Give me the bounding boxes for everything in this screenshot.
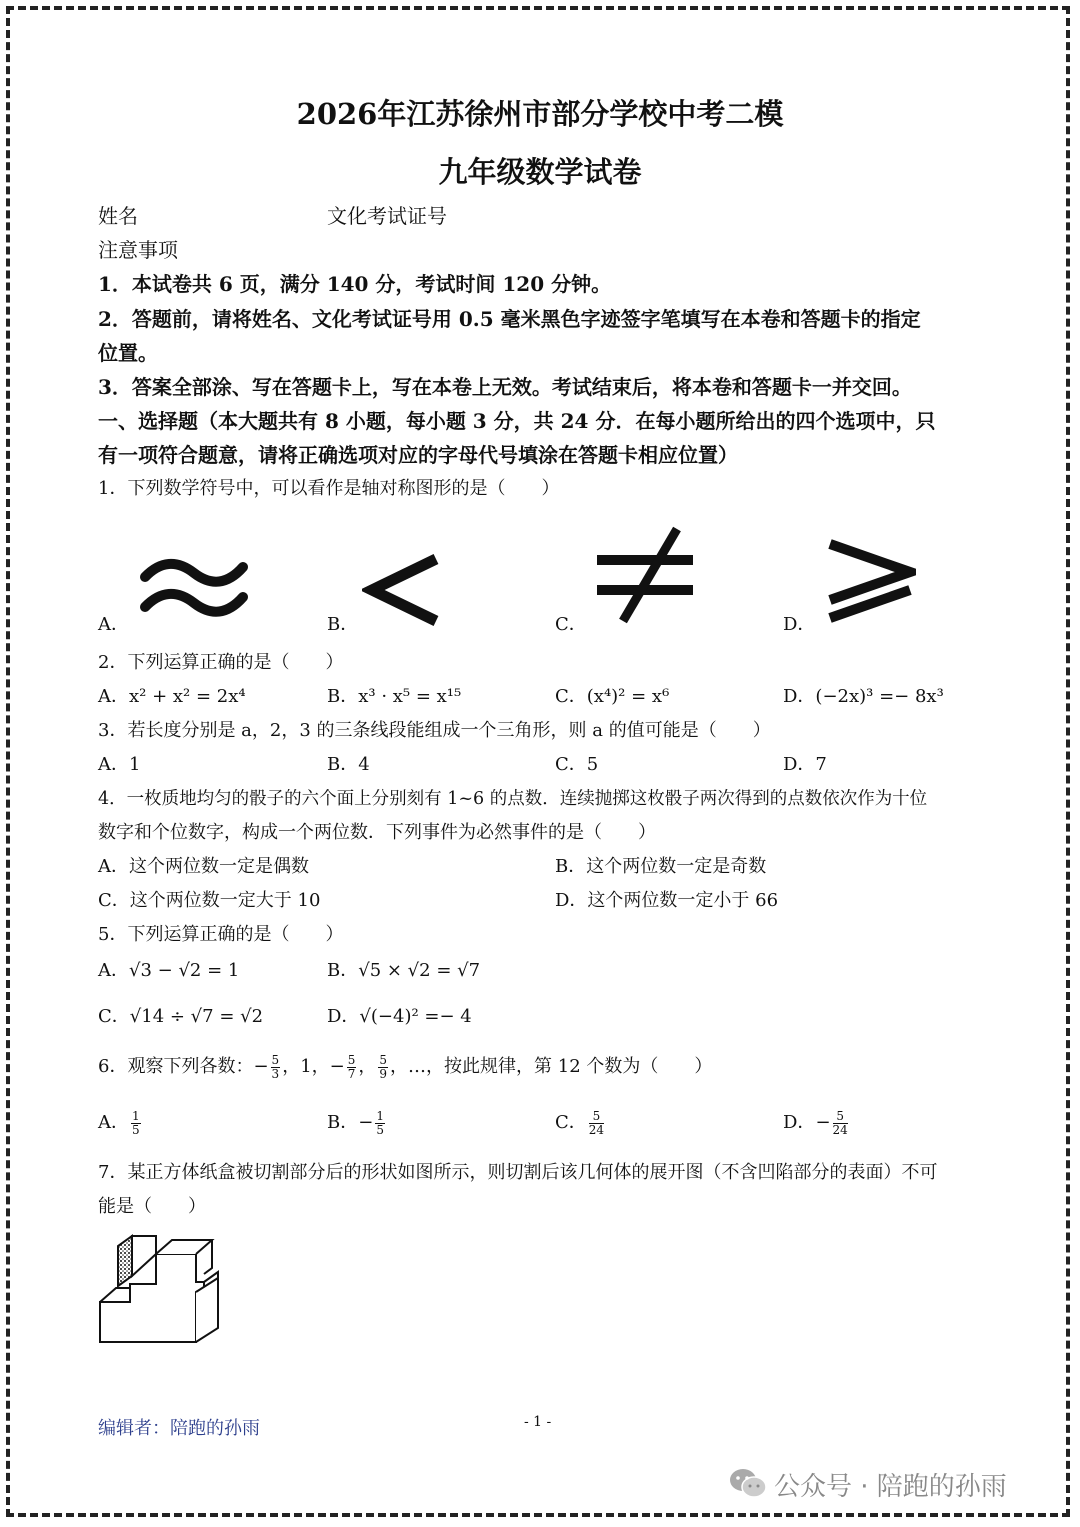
section-heading-cont: 有一项符合题意，请将正确选项对应的字母代号填涂在答题卡相应位置） (98, 443, 738, 467)
fraction: − $\frac{5}{3}$ (253, 1052, 280, 1081)
q5-option-b: B．√5 × √2 = √7 (327, 960, 481, 981)
greater-equal-symbol-icon (826, 538, 916, 624)
q3-option-a: A．1 (98, 754, 141, 775)
q4-stem: 4．一枚质地均匀的骰子的六个面上分别刻有 1~6 的点数．连续抛掷这枚骰子两次得到的点数依次作为十位 (98, 789, 928, 809)
q4-option-a: A．这个两位数一定是偶数 (98, 856, 309, 877)
fraction: − $\frac{5}{24}$ (815, 1108, 848, 1137)
q6-sequence: − $\frac{5}{3}$ ，1，− $\frac{5}{7}$ ， $\frac{5}{9}$ ，… (253, 1052, 427, 1081)
q1-option-d-label: D． (783, 614, 816, 635)
page-number: - 1 - (524, 1414, 552, 1430)
q5-option-a: A．√3 − √2 = 1 (98, 960, 240, 981)
q6-option-b: B．− $\frac{1}{5}$ (327, 1108, 387, 1137)
q3-stem: 3．若长度分别是 a，2，3 的三条线段能组成一个三角形，则 a 的值可能是（ ） (98, 720, 771, 741)
q4-stem-cont: 数字和个位数字，构成一个两位数．下列事件为必然事件的是（ ） (98, 822, 656, 843)
exam-subtitle: 九年级数学试卷 (438, 155, 642, 189)
exam-title: 2026年江苏徐州市部分学校中考二模 (296, 97, 784, 131)
approx-symbol-icon (140, 555, 248, 617)
q7-stem: 7．某正方体纸盒被切割部分后的形状如图所示，则切割后该几何体的展开图（不含凹陷部分的表面）不可 (98, 1162, 938, 1183)
fraction: − $\frac{1}{5}$ (358, 1108, 384, 1137)
q6-option-d: D．− $\frac{5}{24}$ (783, 1108, 848, 1137)
notice-item-1: 1．本试卷共 6 页，满分 140 分，考试时间 120 分钟。 (98, 272, 612, 296)
q3-option-c: C．5 (555, 754, 599, 775)
q2-option-b: B．x³ · x⁵ = x¹⁵ (327, 686, 462, 707)
q7-stem-cont: 能是（ ） (98, 1196, 206, 1217)
q2-option-a: A．x² + x² = 2x⁴ (98, 686, 246, 707)
q4-option-d: D．这个两位数一定小于 66 (555, 890, 779, 911)
q6-stem-suffix: ，按此规律，第 12 个数为（ ） (426, 1056, 713, 1077)
q5-stem: 5．下列运算正确的是（ ） (98, 924, 344, 945)
fraction: − $\frac{5}{7}$ (329, 1052, 356, 1081)
q1-option-b-label: B． (327, 614, 359, 635)
fraction: $\frac{1}{5}$ (132, 1108, 140, 1137)
q3-option-d: D．7 (783, 754, 827, 775)
q1-option-c-label: C． (555, 614, 587, 635)
q6-stem-prefix: 6．观察下列各数： (98, 1056, 254, 1077)
notice-item-2-cont: 位置。 (98, 341, 158, 365)
q1-option-a-label: A． (98, 614, 129, 635)
not-equal-symbol-icon (595, 525, 697, 625)
q2-option-d: D．(−2x)³ =− 8x³ (783, 686, 944, 707)
q1-stem: 1．下列数学符号中，可以看作是轴对称图形的是（ ） (98, 478, 560, 499)
name-label: 姓名 (98, 204, 138, 228)
less-than-symbol-icon (362, 553, 442, 627)
q5-option-c: C．√14 ÷ √7 = √2 (98, 1006, 264, 1027)
wechat-icon (728, 1466, 768, 1504)
q2-option-c: C．(x⁴)² = x⁶ (555, 686, 670, 707)
editor-credit: 编辑者：陪跑的孙雨 (98, 1418, 260, 1439)
q6-option-a: A． $\frac{1}{5}$ (98, 1108, 143, 1137)
notice-item-2: 2．答题前，请将姓名、文化考试证号用 0.5 毫米黑色字迹签字笔填写在本卷和答题卡的指定 (98, 307, 921, 331)
q4-option-c: C．这个两位数一定大于 10 (98, 890, 321, 911)
q4-option-b: B．这个两位数一定是奇数 (555, 856, 767, 877)
notice-item-3: 3．答案全部涂、写在答题卡上，写在本卷上无效。考试结束后，将本卷和答题卡一并交回。 (98, 375, 912, 399)
section-heading: 一、选择题（本大题共有 8 小题，每小题 3 分，共 24 分．在每小题所给出的四个选项中，只 (98, 409, 936, 433)
fraction: $\frac{5}{24}$ (588, 1108, 605, 1137)
notice-heading: 注意事项 (98, 238, 178, 262)
watermark: 公众号 · 陪跑的孙雨 (774, 1472, 1007, 1502)
q3-option-b: B．4 (327, 754, 370, 775)
q5-option-d: D．√(−4)² =− 4 (327, 1006, 472, 1027)
fraction: $\frac{5}{9}$ (379, 1052, 388, 1081)
cut-cube-figure (96, 1232, 228, 1348)
exam-id-label: 文化考试证号 (327, 204, 447, 228)
q6-option-c: C． $\frac{5}{24}$ (555, 1108, 605, 1137)
q2-stem: 2．下列运算正确的是（ ） (98, 652, 344, 673)
q6-stem (98, 1052, 712, 1081)
